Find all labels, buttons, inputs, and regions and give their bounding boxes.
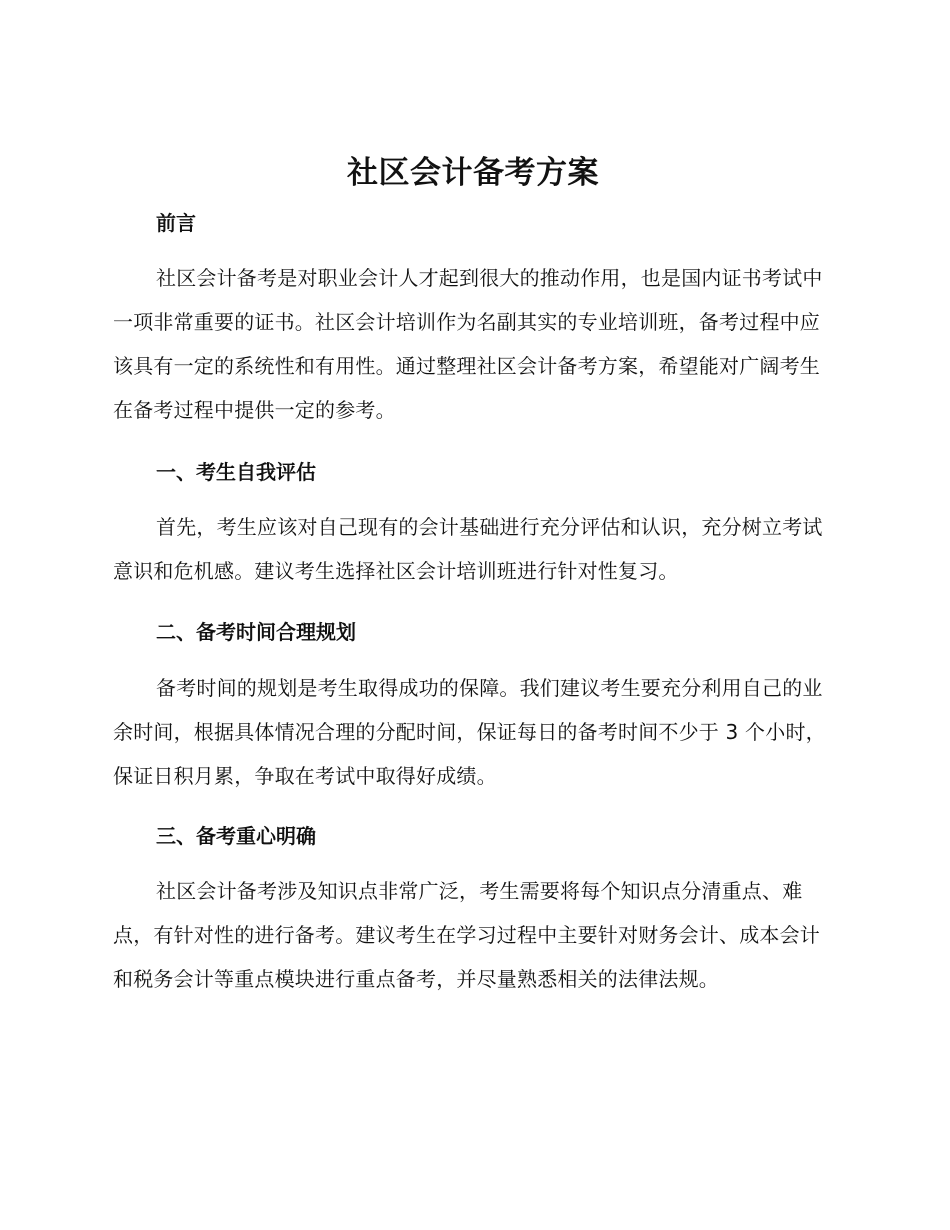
section-1-paragraph: 首先，考生应该对自己现有的会计基础进行充分评估和认识，充分树立考试意识和危机感。建议考生选择社区会计培训班进行针对性复习。 <box>113 515 823 583</box>
preface-paragraph: 社区会计备考是对职业会计人才起到很大的推动作用，也是国内证书考试中一项非常重要的证书。社区会计培训作为名副其实的专业培训班，备考过程中应该具有一定的系统性和有用性。通过整理社区会计备考方案，希望能对广阔考生在备考过程中提供一定的参考。 <box>113 266 823 422</box>
document-title: 社区会计备考方案 <box>347 155 599 191</box>
section-3-paragraph: 社区会计备考涉及知识点非常广泛，考生需要将每个知识点分清重点、难点，有针对性的进行备考。建议考生在学习过程中主要针对财务会计、成本会计和税务会计等重点模块进行重点备考，并尽量熟悉相关的法律法规。 <box>113 879 820 991</box>
section-2-paragraph: 备考时间的规划是考生取得成功的保障。我们建议考生要充分利用自己的业余时间，根据具体情况合理的分配时间，保证每日的备考时间不少于 3 个小时，保证日积月累，争取在考试中取得好成绩。 <box>113 676 826 788</box>
section-2-heading: 二、备考时间合理规划 <box>156 620 356 644</box>
section-3-heading: 三、备考重心明确 <box>156 824 316 848</box>
preface-heading: 前言 <box>156 211 196 235</box>
section-1-heading: 一、考生自我评估 <box>156 460 316 484</box>
